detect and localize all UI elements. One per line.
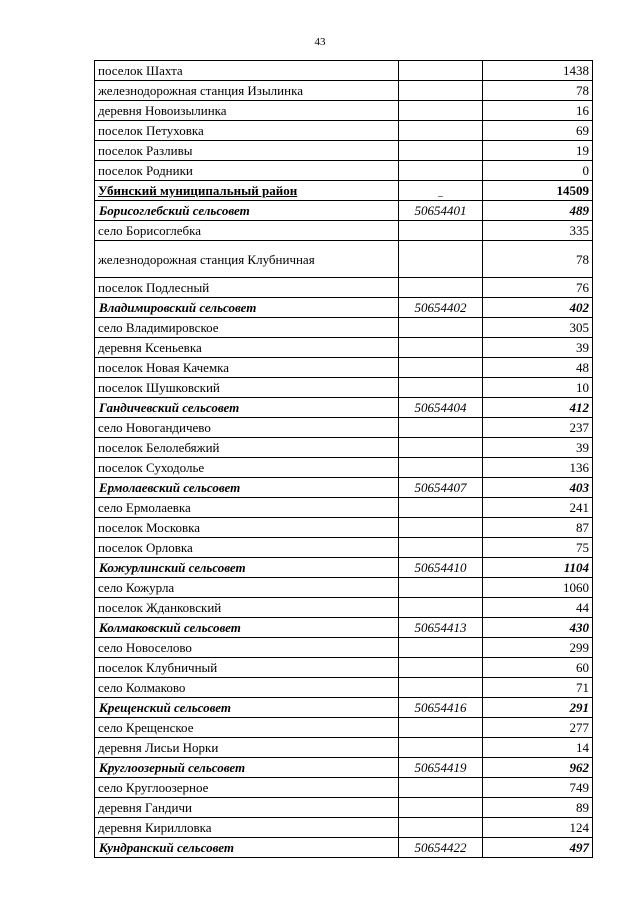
table-row <box>95 578 593 598</box>
row-value: 39 <box>483 338 593 358</box>
row-name: железнодорожная станция Изылинка <box>95 81 399 101</box>
row-value: 277 <box>483 718 593 738</box>
row-value: 71 <box>483 678 593 698</box>
council-row <box>95 478 593 498</box>
table-row <box>95 818 593 838</box>
row-name: поселок Орловка <box>95 538 399 558</box>
row-code <box>399 798 483 818</box>
row-name: Гандичевский сельсовет <box>95 398 399 418</box>
table-row <box>95 338 593 358</box>
row-value: 497 <box>483 838 593 858</box>
row-name: село Новоселово <box>95 638 399 658</box>
row-name: Владимировский сельсовет <box>95 298 399 318</box>
row-value: 136 <box>483 458 593 478</box>
table-row <box>95 318 593 338</box>
district-row <box>95 181 593 201</box>
row-code: 50654401 <box>399 201 483 221</box>
row-name: Убинский муниципальный район <box>95 181 399 201</box>
row-name: село Кожурла <box>95 578 399 598</box>
table-row <box>95 738 593 758</box>
page-number: 43 <box>314 36 326 48</box>
row-name: Кожурлинский сельсовет <box>95 558 399 578</box>
row-name: деревня Ксеньевка <box>95 338 399 358</box>
row-name: село Владимировское <box>95 318 399 338</box>
row-name <box>95 241 399 278</box>
row-code <box>399 241 483 278</box>
row-value: 0 <box>483 161 593 181</box>
row-value: 69 <box>483 121 593 141</box>
row-value: 60 <box>483 658 593 678</box>
table-row <box>95 458 593 478</box>
row-name: Колмаковский сельсовет <box>95 618 399 638</box>
row-code <box>399 61 483 81</box>
row-code <box>399 358 483 378</box>
council-row <box>95 298 593 318</box>
row-name: поселок Петуховка <box>95 121 399 141</box>
row-value: 89 <box>483 798 593 818</box>
row-name-text: железнодорожная станция Клубничная <box>98 251 315 267</box>
row-code <box>399 718 483 738</box>
row-code <box>399 538 483 558</box>
row-value: 237 <box>483 418 593 438</box>
row-value: 291 <box>483 698 593 718</box>
row-value: 412 <box>483 398 593 418</box>
row-code <box>399 101 483 121</box>
row-value: 76 <box>483 278 593 298</box>
council-row <box>95 698 593 718</box>
row-name: деревня Гандичи <box>95 798 399 818</box>
row-name: поселок Жданковский <box>95 598 399 618</box>
row-name: поселок Шахта <box>95 61 399 81</box>
row-value: 1438 <box>483 61 593 81</box>
row-value: 1060 <box>483 578 593 598</box>
row-value: 124 <box>483 818 593 838</box>
table-row <box>95 101 593 121</box>
row-name: Борисоглебский сельсовет <box>95 201 399 221</box>
row-value: 241 <box>483 498 593 518</box>
row-code: 50654410 <box>399 558 483 578</box>
council-row <box>95 558 593 578</box>
table-row <box>95 438 593 458</box>
row-code <box>399 141 483 161</box>
row-code <box>399 338 483 358</box>
row-value: 78 <box>483 241 593 278</box>
row-name: поселок Клубничный <box>95 658 399 678</box>
council-row <box>95 758 593 778</box>
row-code <box>399 121 483 141</box>
table-body <box>95 61 593 858</box>
table-row <box>95 418 593 438</box>
row-value: 19 <box>483 141 593 161</box>
table-row <box>95 358 593 378</box>
row-value: 78 <box>483 81 593 101</box>
row-code <box>399 278 483 298</box>
row-name: поселок Родники <box>95 161 399 181</box>
council-row <box>95 398 593 418</box>
row-name: поселок Подлесный <box>95 278 399 298</box>
row-code <box>399 418 483 438</box>
row-value: 39 <box>483 438 593 458</box>
table-row <box>95 498 593 518</box>
row-code: 50654404 <box>399 398 483 418</box>
row-code <box>399 738 483 758</box>
row-value: 14509 <box>483 181 593 201</box>
table-row <box>95 638 593 658</box>
row-name: село Крещенское <box>95 718 399 738</box>
table-row <box>95 221 593 241</box>
row-name: поселок Суходолье <box>95 458 399 478</box>
row-value: 335 <box>483 221 593 241</box>
row-code <box>399 518 483 538</box>
council-row <box>95 838 593 858</box>
row-name: Ермолаевский сельсовет <box>95 478 399 498</box>
row-name: село Колмаково <box>95 678 399 698</box>
row-name: поселок Разливы <box>95 141 399 161</box>
row-name: село Круглоозерное <box>95 778 399 798</box>
row-code <box>399 81 483 101</box>
row-code <box>399 578 483 598</box>
row-code <box>399 161 483 181</box>
row-code <box>399 638 483 658</box>
row-value: 14 <box>483 738 593 758</box>
table-row <box>95 678 593 698</box>
table-row <box>95 241 593 278</box>
table-row <box>95 161 593 181</box>
table-row <box>95 518 593 538</box>
table-row <box>95 141 593 161</box>
row-value: 489 <box>483 201 593 221</box>
row-code: 50654419 <box>399 758 483 778</box>
row-value: 75 <box>483 538 593 558</box>
row-code: 50654416 <box>399 698 483 718</box>
row-code: 50654407 <box>399 478 483 498</box>
row-name: село Новогандичево <box>95 418 399 438</box>
row-name: поселок Новая Качемка <box>95 358 399 378</box>
row-name: деревня Лисьи Норки <box>95 738 399 758</box>
row-code <box>399 498 483 518</box>
row-name: деревня Кирилловка <box>95 818 399 838</box>
table-row <box>95 121 593 141</box>
row-name: поселок Московка <box>95 518 399 538</box>
council-row <box>95 201 593 221</box>
row-name: Круглоозерный сельсовет <box>95 758 399 778</box>
table-row <box>95 378 593 398</box>
row-value: 16 <box>483 101 593 121</box>
row-code <box>399 778 483 798</box>
row-value: 403 <box>483 478 593 498</box>
row-code <box>399 318 483 338</box>
row-value: 44 <box>483 598 593 618</box>
row-name: село Борисоглебка <box>95 221 399 241</box>
row-code <box>399 221 483 241</box>
table-row <box>95 798 593 818</box>
table-row <box>95 538 593 558</box>
table-row <box>95 81 593 101</box>
row-code <box>399 438 483 458</box>
table-row <box>95 718 593 738</box>
table-row <box>95 778 593 798</box>
row-name: село Ермолаевка <box>95 498 399 518</box>
row-value: 1104 <box>483 558 593 578</box>
row-value: 430 <box>483 618 593 638</box>
table-row <box>95 61 593 81</box>
row-value: 10 <box>483 378 593 398</box>
row-code: _ <box>399 181 483 201</box>
council-row <box>95 618 593 638</box>
row-name: поселок Шушковский <box>95 378 399 398</box>
row-code <box>399 818 483 838</box>
row-value: 48 <box>483 358 593 378</box>
table-row <box>95 278 593 298</box>
row-code <box>399 458 483 478</box>
row-code: 50654422 <box>399 838 483 858</box>
row-code <box>399 378 483 398</box>
table-row <box>95 658 593 678</box>
row-value: 749 <box>483 778 593 798</box>
row-code: 50654402 <box>399 298 483 318</box>
settlements-table <box>94 60 593 858</box>
row-value: 87 <box>483 518 593 538</box>
row-code <box>399 598 483 618</box>
row-code <box>399 658 483 678</box>
row-code: 50654413 <box>399 618 483 638</box>
row-code <box>399 678 483 698</box>
row-value: 305 <box>483 318 593 338</box>
row-name: деревня Новоизылинка <box>95 101 399 121</box>
row-name: Кундранский сельсовет <box>95 838 399 858</box>
row-value: 402 <box>483 298 593 318</box>
row-value: 962 <box>483 758 593 778</box>
row-value: 299 <box>483 638 593 658</box>
table-row <box>95 598 593 618</box>
row-name: поселок Белолебяжий <box>95 438 399 458</box>
row-name: Крещенский сельсовет <box>95 698 399 718</box>
